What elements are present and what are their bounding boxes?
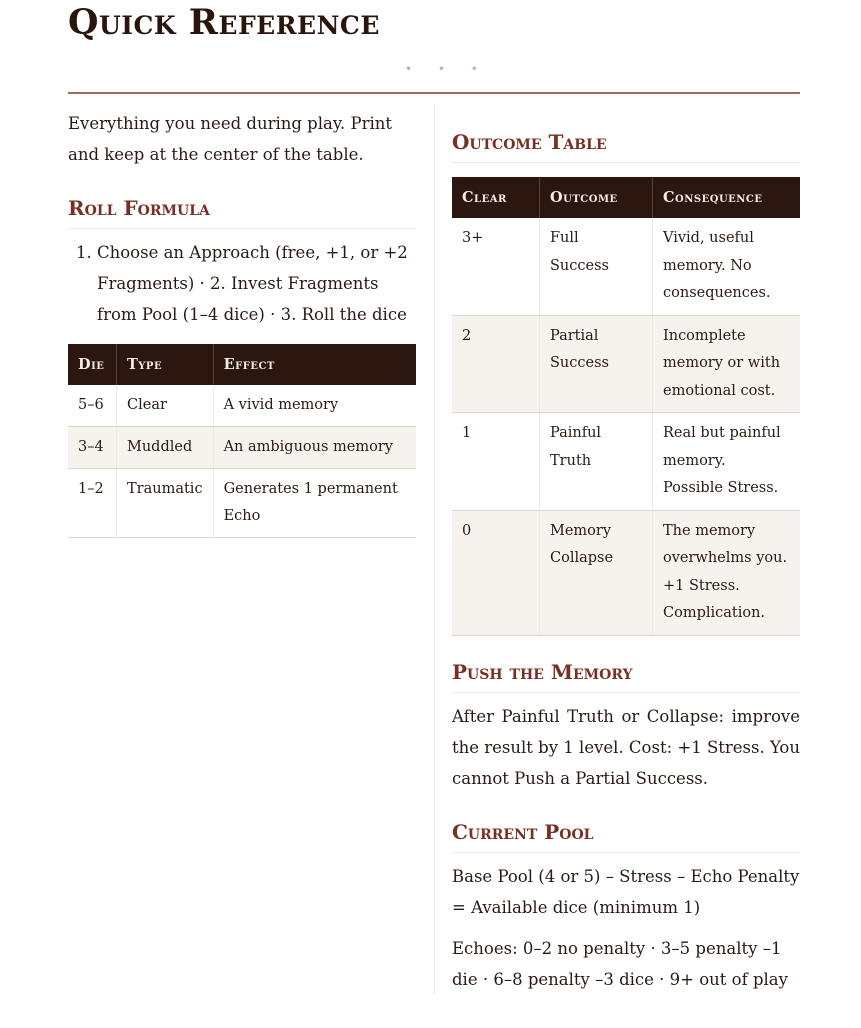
clear-cell: 3+ bbox=[452, 218, 540, 315]
title-ornament: • • • bbox=[405, 62, 489, 76]
type-header: Type bbox=[117, 344, 214, 385]
table-row bbox=[68, 385, 416, 427]
page-title: Quick Reference bbox=[68, 2, 380, 43]
consequence-cell: The memory overwhelms you. +1 Stress. Complication. bbox=[653, 510, 801, 635]
table-row bbox=[68, 427, 416, 469]
effect-cell: A vivid memory bbox=[213, 385, 416, 427]
consequence-cell: Vivid, useful memory. No consequences. bbox=[653, 218, 801, 315]
die-cell: 5–6 bbox=[68, 385, 117, 427]
die-header: Die bbox=[68, 344, 117, 385]
effect-header: Effect bbox=[213, 344, 416, 385]
effect-cell: An ambiguous memory bbox=[213, 427, 416, 469]
consequence-cell: Incomplete memory or with emotional cost. bbox=[653, 315, 801, 413]
consequence-header: Consequence bbox=[653, 177, 801, 218]
table-row bbox=[452, 315, 800, 413]
clear-cell: 0 bbox=[452, 510, 540, 635]
table-row bbox=[452, 218, 800, 315]
outcome-table-heading: Outcome Table bbox=[452, 130, 800, 163]
die-cell: 3–4 bbox=[68, 427, 117, 469]
column-divider bbox=[434, 104, 435, 994]
die-table bbox=[68, 344, 416, 538]
clear-cell: 1 bbox=[452, 413, 540, 511]
outcome-cell: Memory Collapse bbox=[540, 510, 653, 635]
intro-text: Everything you need during play. Print and keep at the center of the table. bbox=[68, 114, 393, 164]
table-row bbox=[68, 469, 416, 538]
outcome-cell: Painful Truth bbox=[540, 413, 653, 511]
type-cell: Traumatic bbox=[117, 469, 214, 538]
table-row bbox=[452, 510, 800, 635]
outcome-cell: Partial Success bbox=[540, 315, 653, 413]
roll-formula-heading: Roll Formula bbox=[68, 196, 416, 229]
outcome-cell: Full Success bbox=[540, 218, 653, 315]
clear-cell: 2 bbox=[452, 315, 540, 413]
outcome-table-header bbox=[452, 177, 800, 218]
pool-formula-text: Base Pool (4 or 5) – Stress – Echo Penalty = Available dice (minimum 1) bbox=[452, 866, 800, 917]
echoes-text: Echoes: 0–2 no penalty · 3–5 penalty –1 die · 6–8 penalty –3 dice · 9+ out of play bbox=[452, 938, 788, 989]
outcome-table bbox=[452, 177, 800, 636]
title-divider bbox=[68, 92, 800, 94]
type-cell: Clear bbox=[117, 385, 214, 427]
current-pool-heading: Current Pool bbox=[452, 820, 800, 853]
effect-cell: Generates 1 permanent Echo bbox=[213, 469, 416, 538]
consequence-cell: Real but painful memory. Possible Stress. bbox=[653, 413, 801, 511]
left-column bbox=[68, 106, 416, 538]
die-cell: 1–2 bbox=[68, 469, 117, 538]
type-cell: Muddled bbox=[117, 427, 214, 469]
roll-steps-list bbox=[68, 237, 416, 330]
push-memory-text: After Painful Truth or Collapse: improve the result by 1 level. Cost: +1 Stress. You cannot Push a Partial Success. bbox=[452, 706, 800, 788]
right-column bbox=[452, 130, 800, 995]
clear-header: Clear bbox=[452, 177, 540, 218]
push-memory-heading: Push the Memory bbox=[452, 660, 800, 693]
table-row bbox=[452, 413, 800, 511]
roll-step: 1. Choose an Approach (free, +1, or +2 Fragments) · 2. Invest Fragments from Pool (1–4 dice) · 3. Roll the dice bbox=[97, 237, 416, 330]
outcome-header: Outcome bbox=[540, 177, 653, 218]
die-table-header bbox=[68, 344, 416, 385]
